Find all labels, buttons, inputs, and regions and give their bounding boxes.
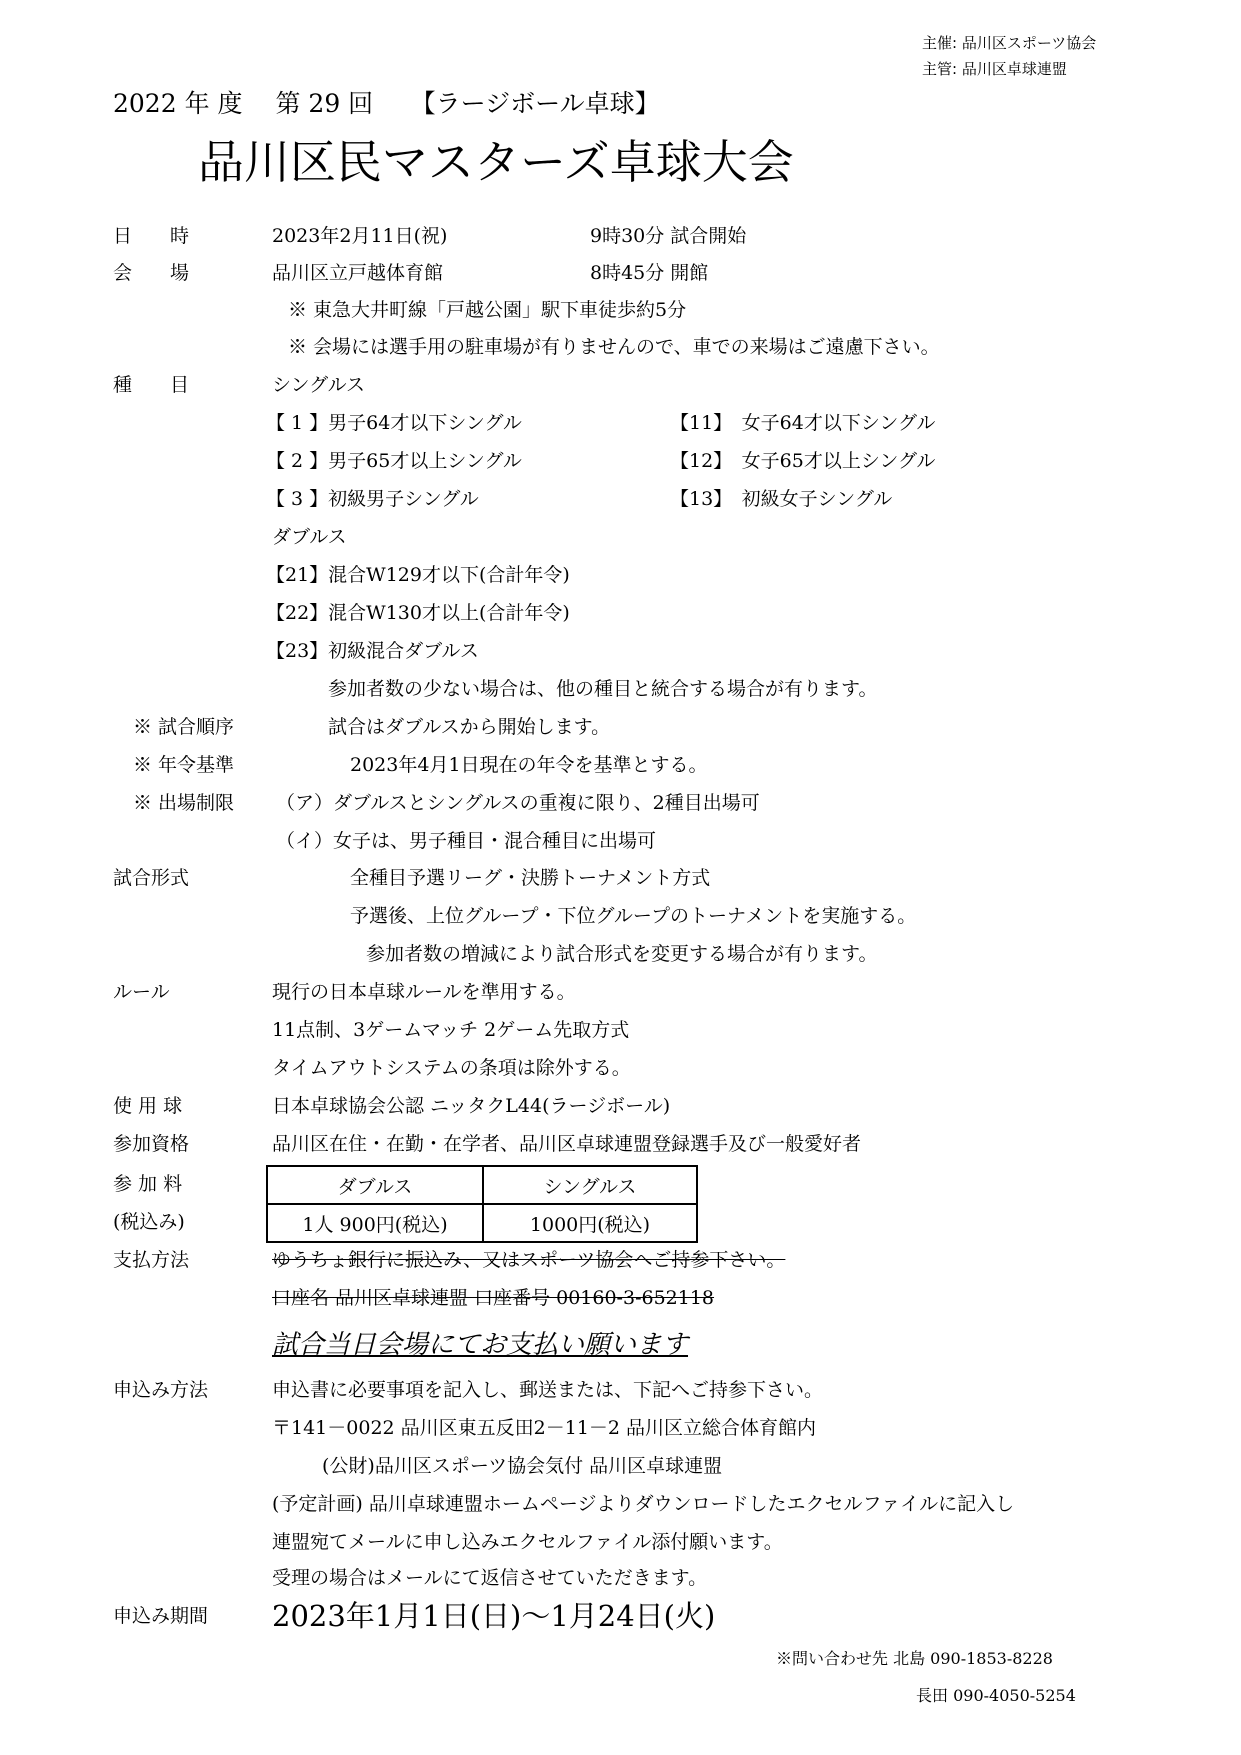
doubles-event-23: 【23】初級混合ダブルス	[266, 640, 479, 662]
datetime-label: 日 時	[113, 225, 190, 247]
order-label: ※ 試合順序	[133, 716, 235, 738]
singles-heading: シングルス	[272, 374, 366, 396]
singles-event-13: 【13】 初級女子シングル	[670, 488, 893, 510]
event-date: 2023年2月11日(祝)	[272, 225, 448, 247]
fee-singles-header: シングルス	[483, 1166, 697, 1204]
singles-event-2: 【 2 】男子65才以上シングル	[266, 450, 522, 472]
period-label: 申込み期間	[113, 1605, 209, 1627]
application-address: 〒141－0022 品川区東五反田2－11－2 品川区立総合体育館内	[272, 1417, 817, 1439]
ball-label: 使 用 球	[113, 1095, 183, 1117]
contact-line-2: 長田 090-4050-5254	[916, 1686, 1076, 1705]
event-subtitle: 2022 年 度 第 29 回 【ラージボール卓球】	[113, 89, 660, 118]
parking-note: ※ 会場には選手用の駐車場が有りませんので、車での来場はご遠慮下さい。	[288, 336, 940, 358]
contact-line-1: ※問い合わせ先 北島 090-1853-8228	[776, 1649, 1053, 1668]
host-organizer: 主催: 品川区スポーツ協会	[922, 34, 1097, 52]
fee-doubles-value: 1人 900円(税込)	[267, 1204, 483, 1242]
doubles-event-22: 【22】混合W130才以上(合計年令)	[266, 602, 570, 624]
application-label: 申込み方法	[113, 1379, 209, 1401]
singles-event-3: 【 3 】初級男子シングル	[266, 488, 479, 510]
fee-singles-value: 1000円(税込)	[483, 1204, 697, 1242]
singles-event-11: 【11】 女子64才以下シングル	[670, 412, 936, 434]
limit-label: ※ 出場制限	[133, 792, 235, 814]
application-line-4: (予定計画) 品川卓球連盟ホームページよりダウンロードしたエクセルファイルに記入し	[272, 1493, 1015, 1515]
age-text: 2023年4月1日現在の年令を基準とする。	[350, 754, 708, 776]
format-label: 試合形式	[113, 867, 190, 889]
fee-doubles-header: ダブルス	[267, 1166, 483, 1204]
singles-event-1: 【 1 】男子64才以下シングル	[266, 412, 522, 434]
application-recipient: (公財)品川区スポーツ協会気付 品川区卓球連盟	[322, 1455, 723, 1477]
payment-struck-line-2: 口座名 品川区卓球連盟 口座番号 00160-3-652118	[272, 1287, 715, 1309]
limit-i: （イ）女子は、男子種目・混合種目に出場可	[276, 830, 657, 852]
rules-line-2: 11点制、3ゲームマッチ 2ゲーム先取方式	[272, 1019, 630, 1041]
format-line-3: 参加者数の増減により試合形式を変更する場合が有ります。	[366, 943, 878, 965]
application-line-6: 受理の場合はメールにて返信させていただきます。	[272, 1567, 708, 1589]
merge-note: 参加者数の少ない場合は、他の種目と統合する場合が有ります。	[328, 678, 878, 700]
age-label: ※ 年令基準	[133, 754, 235, 776]
doubles-event-21: 【21】混合W129才以下(合計年令)	[266, 564, 570, 586]
page-title: 品川区民マスターズ卓球大会	[198, 135, 794, 189]
fee-table	[266, 1165, 698, 1243]
application-period: 2023年1月1日(日)～1月24日(火)	[272, 1599, 716, 1633]
limit-a: （ア）ダブルスとシングルスの重複に限り、2種目出場可	[276, 792, 760, 814]
opening-time: 8時45分 開館	[590, 262, 709, 284]
format-line-2: 予選後、上位グループ・下位グループのトーナメントを実施する。	[350, 905, 917, 927]
eligibility-text: 品川区在住・在勤・在学者、品川区卓球連盟登録選手及び一般愛好者	[272, 1133, 862, 1155]
rules-label: ルール	[113, 981, 170, 1003]
payment-onsite-note: 試合当日会場にてお支払い願います	[272, 1330, 689, 1360]
fee-tax-label: (税込み)	[113, 1211, 185, 1233]
managing-organizer: 主管: 品川区卓球連盟	[922, 60, 1067, 78]
ball-text: 日本卓球協会公認 ニッタクL44(ラージボール)	[272, 1095, 671, 1117]
venue-name: 品川区立戸越体育館	[272, 262, 444, 284]
events-label: 種 目	[113, 374, 190, 396]
payment-struck-line-1: ゆうちょ銀行に振込み、又はスポーツ協会へご持参下さい。	[272, 1249, 786, 1271]
venue-label: 会 場	[113, 262, 190, 284]
application-line-1: 申込書に必要事項を記入し、郵送または、下記へご持参下さい。	[272, 1379, 824, 1401]
fee-label: 参 加 料	[113, 1173, 183, 1195]
eligibility-label: 参加資格	[113, 1133, 190, 1155]
start-time: 9時30分 試合開始	[590, 225, 747, 247]
application-line-5: 連盟宛てメールに申し込みエクセルファイル添付願います。	[272, 1531, 783, 1553]
singles-event-12: 【12】 女子65才以上シングル	[670, 450, 936, 472]
order-text: 試合はダブルスから開始します。	[328, 716, 611, 738]
payment-label: 支払方法	[113, 1249, 190, 1271]
rules-line-3: タイムアウトシステムの条項は除外する。	[272, 1057, 631, 1079]
doubles-heading: ダブルス	[272, 526, 347, 548]
rules-line-1: 現行の日本卓球ルールを準用する。	[272, 981, 576, 1003]
format-line-1: 全種目予選リーグ・決勝トーナメント方式	[350, 867, 711, 889]
access-note: ※ 東急大井町線「戸越公園」駅下車徒歩約5分	[288, 299, 687, 321]
